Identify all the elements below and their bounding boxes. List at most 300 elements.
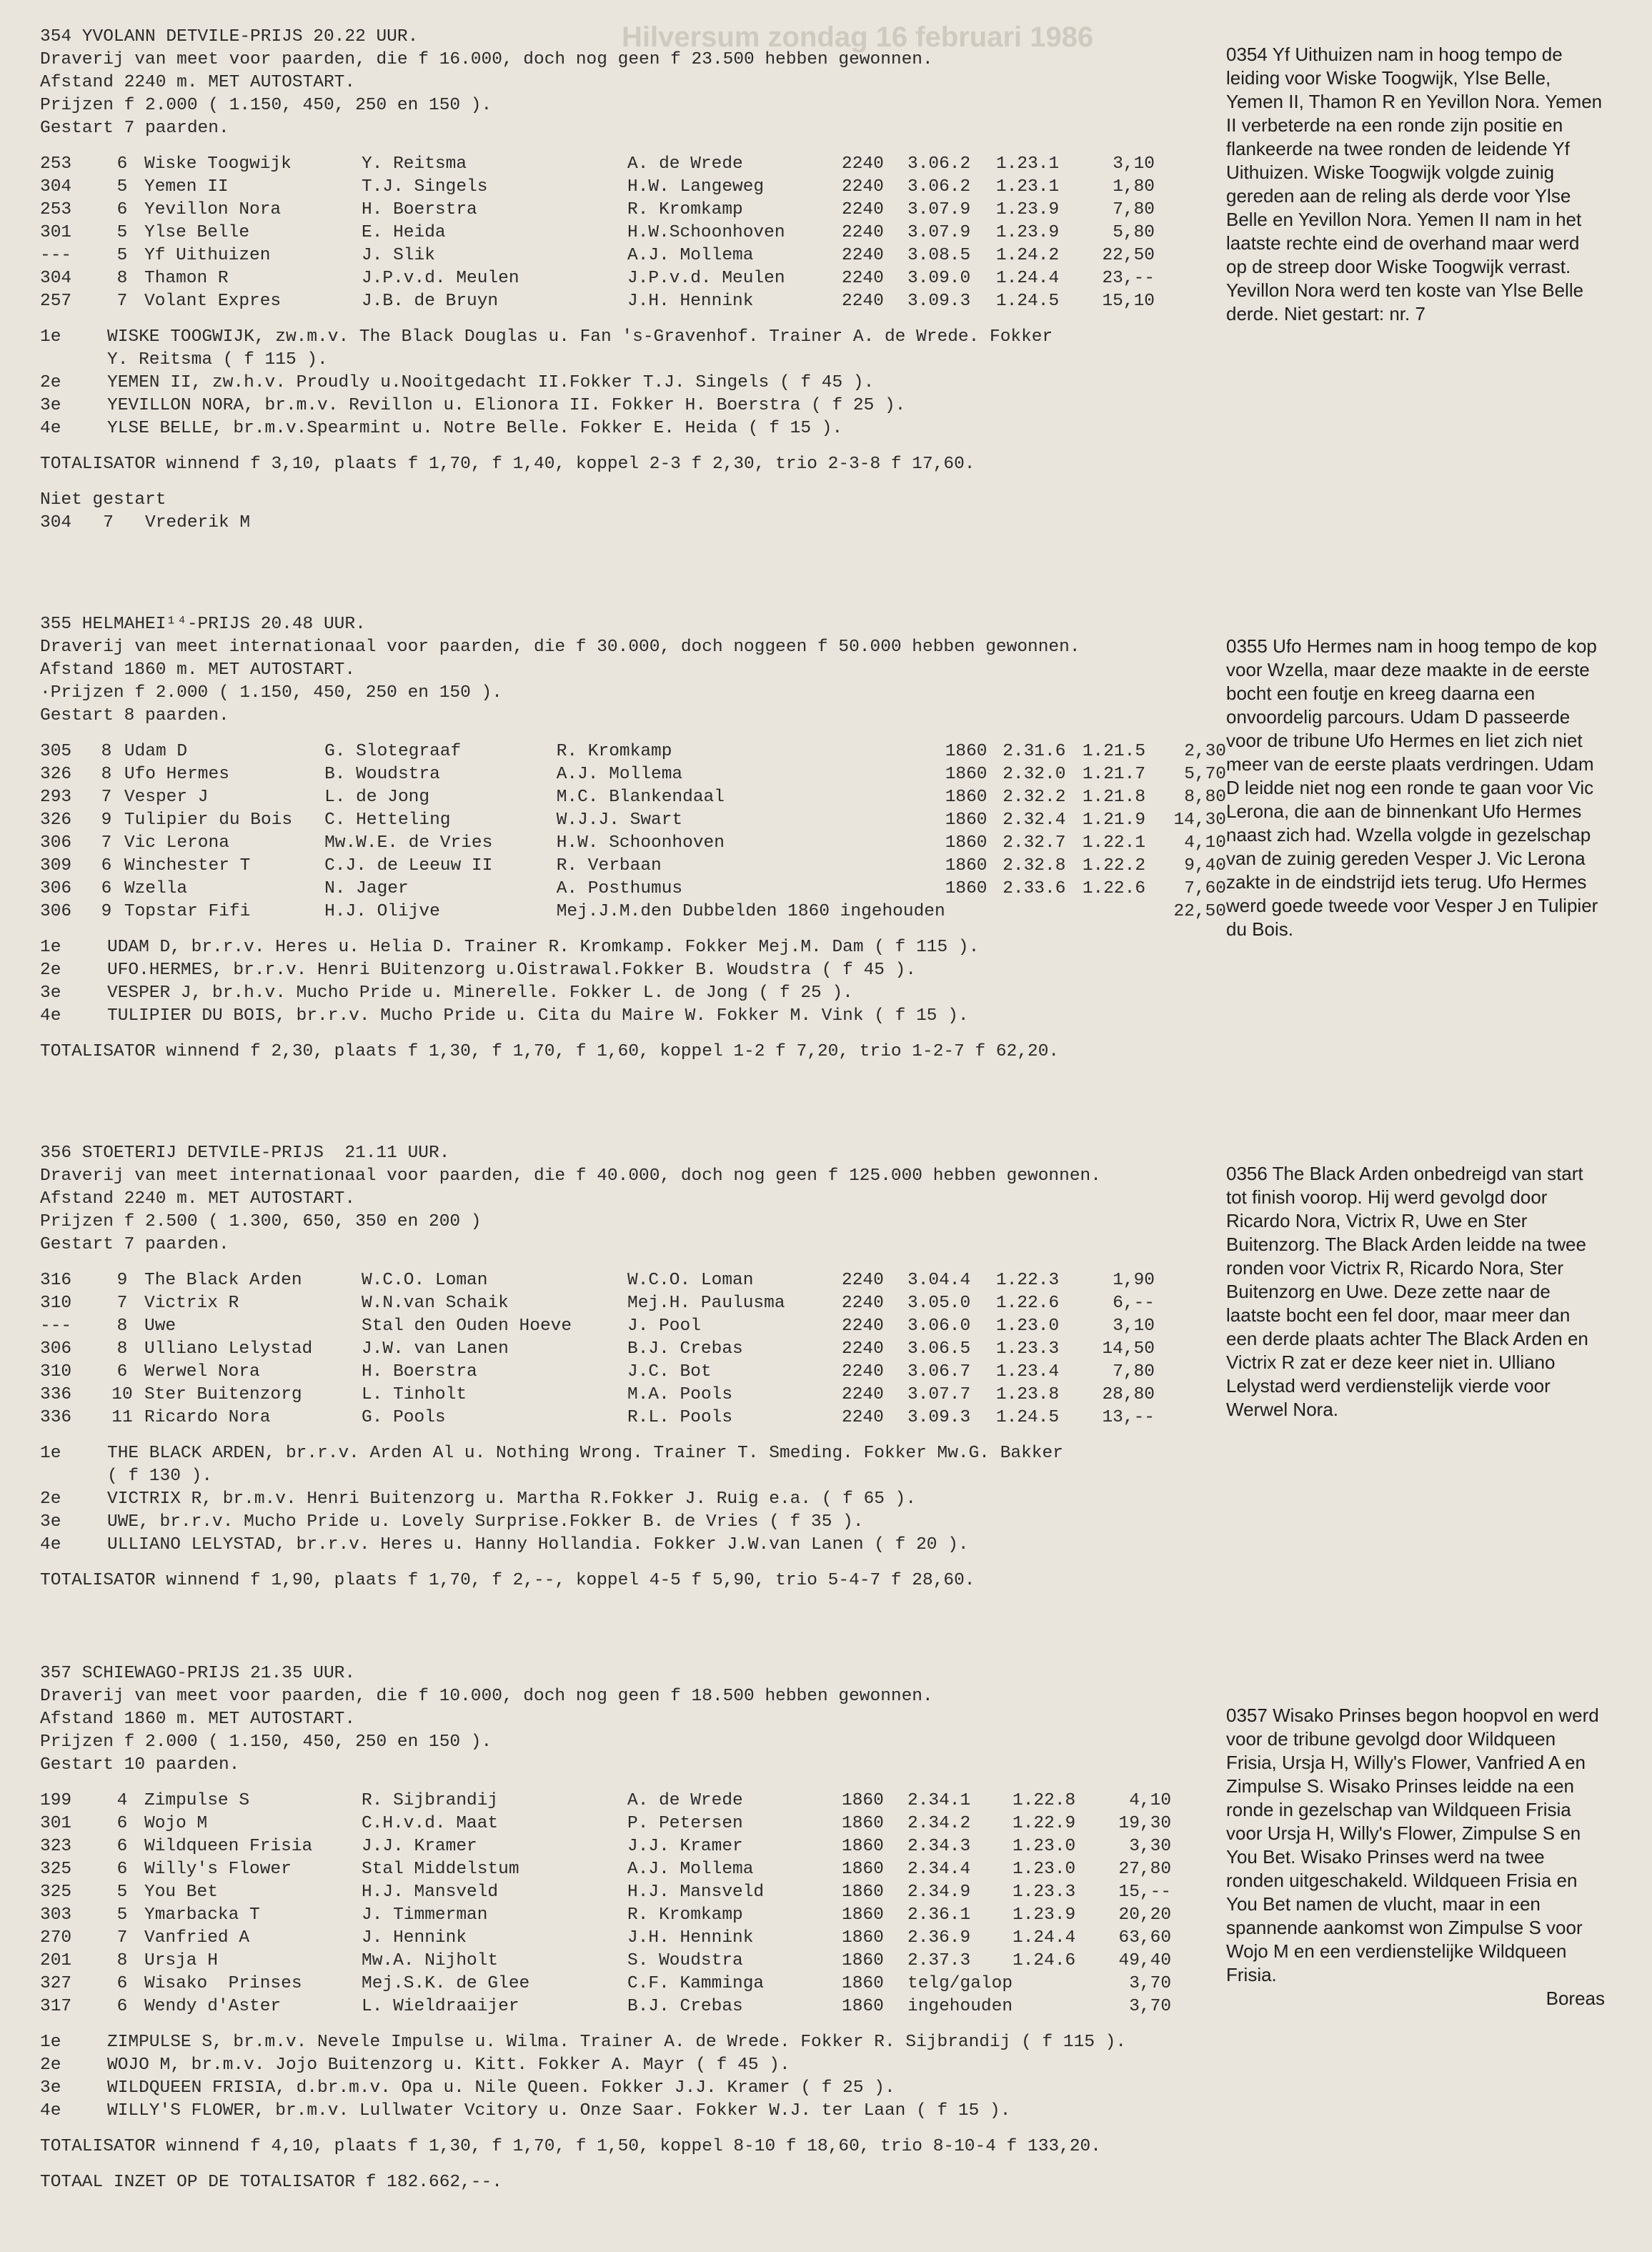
previous-race: 257 bbox=[40, 292, 72, 311]
previous-race: 325 bbox=[40, 1883, 72, 1902]
total-time: 3.06.0 bbox=[907, 1316, 971, 1336]
race-distance: Afstand 2240 m. MET AUTOSTART. bbox=[40, 73, 356, 92]
result-row bbox=[40, 1269, 1155, 1292]
previous-race: 310 bbox=[40, 1294, 72, 1313]
race-title: 357 SCHIEWAGO-PRIJS 21.35 UUR. bbox=[40, 1664, 356, 1683]
start-number: 10 bbox=[111, 1385, 133, 1404]
km-time: 1.24.6 bbox=[1012, 1951, 1076, 1970]
placing-position: 3e bbox=[40, 396, 61, 415]
previous-race: 201 bbox=[40, 1951, 72, 1970]
placing-text: UWE, br.r.v. Mucho Pride u. Lovely Surprise.Fokker B. de Vries ( f 35 ). bbox=[107, 1512, 864, 1532]
owner: H. Boerstra bbox=[362, 1362, 477, 1382]
result-row bbox=[40, 1950, 1171, 1973]
start-number: 6 bbox=[116, 200, 128, 219]
odds: 13,-- bbox=[1102, 1408, 1155, 1427]
placing-line bbox=[40, 1534, 1226, 1557]
start-number: 7 bbox=[101, 788, 112, 807]
result-row bbox=[40, 1292, 1155, 1315]
km-time: 1.22.6 bbox=[996, 1294, 1060, 1313]
placing-line bbox=[40, 959, 1226, 982]
result-row bbox=[40, 1407, 1155, 1429]
distance: 2240 bbox=[842, 246, 884, 265]
previous-race: 317 bbox=[40, 1997, 72, 2016]
odds: 3,10 bbox=[1113, 154, 1155, 174]
odds: 27,80 bbox=[1118, 1860, 1172, 1879]
placing-text: VESPER J, br.h.v. Mucho Pride u. Minerelle. Fokker L. de Jong ( f 25 ). bbox=[107, 983, 853, 1003]
horse-name: Uwe bbox=[144, 1316, 176, 1336]
result-row bbox=[40, 1881, 1171, 1904]
results-table bbox=[40, 1790, 1171, 2018]
distance: 1860 bbox=[945, 742, 987, 761]
odds: 23,-- bbox=[1102, 269, 1155, 288]
odds: 5,80 bbox=[1113, 223, 1155, 242]
result-row bbox=[40, 1790, 1171, 1812]
horse-name: Wildqueen Frisia bbox=[144, 1837, 313, 1856]
driver: J.H. Hennink bbox=[627, 1928, 754, 1948]
report-text: 0356 The Black Arden onbedreigd van start tot finish voorop. Hij werd gevolgd door Ricardo Nora, Victrix R, Uwe en Ster Buitenzorg. The Black Arden leidde na twee ronden voor Victrix R, Ricardo Nora, Ster Buitenzorg en Uwe. Deze zette naar de laatste bocht een fel door, maar meer dan een derde plaats achter The Black Arden en Victrix R zat er deze keer niet in. Ulliano Lelystad werd verdienstelijk vierde voor Werwel Nora. bbox=[1226, 1163, 1588, 1420]
previous-race: 310 bbox=[40, 1362, 72, 1382]
km-time: 1.22.8 bbox=[1012, 1791, 1076, 1810]
owner: Mw.W.E. de Vries bbox=[324, 833, 493, 853]
odds: 5,70 bbox=[1184, 765, 1226, 784]
driver: Mej.J.M.den Dubbelden 1860 ingehouden bbox=[556, 902, 945, 921]
placing-text: WILLY'S FLOWER, br.m.v. Lullwater Vcitory u. Onze Saar. Fokker W.J. ter Laan ( f 15 ). bbox=[107, 2101, 1011, 2120]
driver: R.L. Pools bbox=[627, 1408, 733, 1427]
horse-name: Volant Expres bbox=[144, 292, 282, 311]
result-row bbox=[40, 740, 1226, 763]
km-time bbox=[1012, 1995, 1103, 2018]
placing-text: YEMEN II, zw.h.v. Proudly u.Nooitgedacht II.Fokker T.J. Singels ( f 45 ). bbox=[107, 373, 875, 392]
result-row bbox=[40, 1384, 1155, 1407]
report-text: 0354 Yf Uithuizen nam in hoog tempo de leiding voor Wiske Toogwijk, Ylse Belle, Yemen II, Thamon R en Yevillon Nora. Yemen II verbeterde na een ronde zijn positie en flankeerde na twee ronden de leidende Yf Uithuizen. Wiske Toogwijk volgde zuinig gereden aan de reling als derde voor Ylse Belle en Yevillon Nora. Yemen II nam in het laatste rechte eind de overhand maar werd op de streep door Wiske Toogwijk verrast. Yevillon Nora werd ten koste van Ylse Belle derde. Niet gestart: nr. 7 bbox=[1226, 44, 1603, 324]
placing-line bbox=[40, 326, 1226, 349]
race-conditions: Draverij van meet voor paarden, die f 10.000, doch nog geen f 18.500 hebben gewonnen. bbox=[40, 1687, 933, 1706]
placing-text: WILDQUEEN FRISIA, d.br.m.v. Opa u. Nile Queen. Fokker J.J. Kramer ( f 25 ). bbox=[107, 2078, 895, 2098]
race-distance: Afstand 1860 m. MET AUTOSTART. bbox=[40, 660, 356, 680]
start-number: 5 bbox=[116, 1905, 128, 1925]
placing-text: THE BLACK ARDEN, br.r.v. Arden Al u. Nothing Wrong. Trainer T. Smeding. Fokker Mw.G. Bakker bbox=[107, 1444, 1063, 1463]
km-time: 1.23.0 bbox=[996, 1316, 1060, 1336]
driver: H.J. Mansveld bbox=[627, 1883, 765, 1902]
horse-name: Werwel Nora bbox=[144, 1362, 260, 1382]
placing-line bbox=[40, 395, 1226, 417]
driver: J.J. Kramer bbox=[627, 1837, 743, 1856]
placing-entry bbox=[40, 326, 1226, 372]
total-time: 3.07.9 bbox=[907, 223, 971, 242]
previous-race: --- bbox=[40, 1316, 72, 1336]
total-time: 2.32.0 bbox=[1002, 765, 1066, 784]
result-row bbox=[40, 222, 1155, 244]
horse-name: Ursja H bbox=[144, 1951, 218, 1970]
placing-text: WOJO M, br.m.v. Jojo Buitenzorg u. Kitt. Fokker A. Mayr ( f 45 ). bbox=[107, 2055, 790, 2075]
km-time: 1.23.3 bbox=[996, 1339, 1060, 1359]
km-time: 1.21.9 bbox=[1082, 810, 1146, 830]
totalisator: TOTALISATOR winnend f 2,30, plaats f 1,30, f 1,70, f 1,60, koppel 1-2 f 7,20, trio 1-2-7 f 62,20. bbox=[40, 1042, 1060, 1061]
previous-race: 304 bbox=[40, 269, 72, 288]
owner: Mej.S.K. de Glee bbox=[362, 1974, 530, 1993]
distance: 1860 bbox=[842, 1997, 884, 2016]
race-title: 356 STOETERIJ DETVILE-PRIJS 21.11 UUR. bbox=[40, 1144, 450, 1163]
km-time: 1.22.2 bbox=[1082, 856, 1146, 875]
owner: Y. Reitsma bbox=[362, 154, 467, 174]
distance: 1860 bbox=[945, 879, 987, 898]
result-row bbox=[40, 199, 1155, 222]
distance: 1860 bbox=[842, 1860, 884, 1879]
race-report-356 bbox=[1226, 1162, 1605, 1422]
report-text: 0357 Wisako Prinses begon hoopvol en werd voor de tribune gevolgd door Wildqueen Frisia, Ursja H, Willy's Flower, Vanfried A en Zimpulse S. Wisako Prinses leidde na een ronde in gezelschap van Wildqueen Frisia voor Ursja H, Willy's Flower, Zimpulse S en You Bet. Wisako Prinses werd na twee ronden uitgeschakeld. Wildqueen Frisia en You Bet namen de vlucht, maar in een spannende aankomst won Zimpulse S voor Wojo M en een verdienstelijke Wildqueen Frisia. bbox=[1226, 1705, 1599, 1985]
race-354 bbox=[40, 26, 1226, 535]
owner: G. Pools bbox=[362, 1408, 446, 1427]
horse-name: Vic Lerona bbox=[124, 833, 229, 853]
placing-line bbox=[40, 2077, 1226, 2100]
race-prizes: Prijzen f 2.000 ( 1.150, 450, 250 en 150 ). bbox=[40, 1732, 492, 1752]
race-conditions: Draverij van meet voor paarden, die f 16.000, doch nog geen f 23.500 hebben gewonnen. bbox=[40, 50, 933, 69]
result-row bbox=[40, 267, 1155, 290]
km-time: 1.23.1 bbox=[996, 154, 1060, 174]
race-prizes: Prijzen f 2.500 ( 1.300, 650, 350 en 200 ) bbox=[40, 1212, 482, 1231]
total-time: 2.34.1 bbox=[907, 1791, 971, 1810]
total-time: 3.06.7 bbox=[907, 1362, 971, 1382]
owner: L. Tinholt bbox=[362, 1385, 467, 1404]
previous-race: 304 bbox=[40, 177, 72, 197]
placing-line bbox=[40, 349, 1226, 372]
total-time: 2.33.6 bbox=[1002, 879, 1066, 898]
odds: 22,50 bbox=[1173, 902, 1226, 921]
total-time: 3.07.9 bbox=[907, 200, 971, 219]
km-time: 1.23.9 bbox=[1012, 1905, 1076, 1925]
horse-name: Ymarbacka T bbox=[144, 1905, 260, 1925]
result-row bbox=[40, 901, 1226, 923]
placing-text: UDAM D, br.r.v. Heres u. Helia D. Trainer R. Kromkamp. Fokker Mej.M. Dam ( f 115 ). bbox=[107, 938, 980, 957]
driver: W.C.O. Loman bbox=[627, 1271, 754, 1290]
horse-name: Zimpulse S bbox=[144, 1791, 250, 1810]
driver: R. Kromkamp bbox=[627, 200, 743, 219]
distance: 1860 bbox=[842, 1814, 884, 1833]
odds: 8,80 bbox=[1184, 788, 1226, 807]
distance: 2240 bbox=[842, 1316, 884, 1336]
horse-name: The Black Arden bbox=[144, 1271, 302, 1290]
km-time bbox=[1083, 901, 1163, 923]
placing-line bbox=[40, 1511, 1226, 1534]
odds: 15,10 bbox=[1102, 292, 1155, 311]
totalisator: TOTALISATOR winnend f 1,90, plaats f 1,70, f 2,--, koppel 4-5 f 5,90, trio 5-4-7 f 28,60. bbox=[40, 1571, 975, 1590]
placing-text: ULLIANO LELYSTAD, br.r.v. Heres u. Hanny Hollandia. Fokker J.W.van Lanen ( f 20 ). bbox=[107, 1535, 969, 1554]
owner: J.J. Kramer bbox=[362, 1837, 477, 1856]
start-number: 8 bbox=[116, 1316, 128, 1336]
placing-entry bbox=[40, 2054, 1226, 2077]
horse-name: Yevillon Nora bbox=[144, 200, 282, 219]
distance: 2240 bbox=[842, 154, 884, 174]
distance: 1860 bbox=[945, 788, 987, 807]
driver: R. Kromkamp bbox=[556, 742, 672, 761]
distance: 1860 bbox=[945, 833, 987, 853]
start-number: 6 bbox=[101, 879, 112, 898]
placing-line bbox=[40, 2031, 1226, 2054]
horse-name: Victrix R bbox=[144, 1294, 239, 1313]
placing-entry bbox=[40, 936, 1226, 959]
race-distance: Afstand 2240 m. MET AUTOSTART. bbox=[40, 1189, 356, 1209]
total-time: 2.36.9 bbox=[907, 1928, 971, 1948]
race-distance: Afstand 1860 m. MET AUTOSTART. bbox=[40, 1710, 356, 1729]
placing-text: ( f 130 ). bbox=[107, 1467, 213, 1486]
total-time: 3.09.3 bbox=[907, 1408, 971, 1427]
owner: H. Boerstra bbox=[362, 200, 477, 219]
owner: J. Timmerman bbox=[362, 1905, 488, 1925]
placing-line bbox=[40, 982, 1226, 1005]
horse-name: Yf Uithuizen bbox=[144, 246, 271, 265]
distance: 2240 bbox=[842, 1271, 884, 1290]
distance: 2240 bbox=[842, 223, 884, 242]
horse-name: Ulliano Lelystad bbox=[144, 1339, 313, 1359]
total-time: 2.34.2 bbox=[907, 1814, 971, 1833]
race-report-357 bbox=[1226, 1704, 1605, 2010]
odds: 20,20 bbox=[1118, 1905, 1172, 1925]
placing-position: 4e bbox=[40, 1535, 61, 1554]
driver: M.A. Pools bbox=[627, 1385, 733, 1404]
race-started: Gestart 7 paarden. bbox=[40, 1235, 229, 1254]
start-number: 8 bbox=[116, 1339, 128, 1359]
total-time: 3.04.4 bbox=[907, 1271, 971, 1290]
odds: 9,40 bbox=[1184, 856, 1226, 875]
total-time: 3.09.0 bbox=[907, 269, 971, 288]
driver: J. Pool bbox=[627, 1316, 701, 1336]
distance: 2240 bbox=[842, 269, 884, 288]
horse-name: Ylse Belle bbox=[144, 223, 250, 242]
horse-name: Vanfried A bbox=[144, 1928, 250, 1948]
placings bbox=[40, 326, 1226, 440]
start-number: 5 bbox=[116, 223, 128, 242]
owner: B. Woudstra bbox=[324, 765, 440, 784]
result-row bbox=[40, 1338, 1155, 1361]
total-time: 2.37.3 bbox=[907, 1951, 971, 1970]
total-time bbox=[1002, 901, 1083, 923]
owner: Mw.A. Nijholt bbox=[362, 1951, 499, 1970]
previous-race: 253 bbox=[40, 154, 72, 174]
results-table bbox=[40, 1269, 1155, 1429]
horse-name: You Bet bbox=[144, 1883, 218, 1902]
driver: A.J. Mollema bbox=[556, 765, 683, 784]
driver: J.C. Bot bbox=[627, 1362, 712, 1382]
km-time: 1.21.8 bbox=[1082, 788, 1146, 807]
result-row bbox=[40, 786, 1226, 809]
owner: R. Sijbrandij bbox=[362, 1791, 499, 1810]
start-number: 9 bbox=[101, 902, 112, 921]
km-time: 1.22.6 bbox=[1082, 879, 1146, 898]
owner: C.H.v.d. Maat bbox=[362, 1814, 499, 1833]
driver: R. Verbaan bbox=[556, 856, 662, 875]
placing-line bbox=[40, 1488, 1226, 1511]
placing-line bbox=[40, 1465, 1226, 1488]
race-title: 355 HELMAHEI¹⁴-PRIJS 20.48 UUR. bbox=[40, 615, 366, 634]
placing-position: 4e bbox=[40, 419, 61, 438]
total-time: 2.31.6 bbox=[1002, 742, 1066, 761]
start-number: 6 bbox=[116, 1974, 128, 1993]
placing-position: 1e bbox=[40, 327, 61, 347]
distance: 1860 bbox=[945, 810, 987, 830]
odds: 3,10 bbox=[1113, 1316, 1155, 1336]
driver: Mej.H. Paulusma bbox=[627, 1294, 785, 1313]
not-started-entry: 304 7 Vrederik M bbox=[40, 513, 251, 532]
placing-position: 1e bbox=[40, 2033, 61, 2052]
placings bbox=[40, 2031, 1226, 2123]
report-text: 0355 Ufo Hermes nam in hoog tempo de kop voor Wzella, maar deze maakte in de eerste bocht een foutje en kreeg daarna een onvoordelig parcours. Udam D passeerde voor de tribune Ufo Hermes en liet zich niet meer van de eerste plaats verdringen. Udam D leidde niet nog een ronde te gaan voor Vic Lerona, die aan de binnenkant Ufo Hermes naast zich had. Wzella volgde in gezelschap van de zuinig gereden Vesper J. Vic Lerona zakte in de eindstrijd iets terug. Ufo Hermes werd goede tweede voor Vesper J en Tulipier du Bois. bbox=[1226, 635, 1598, 940]
previous-race: 325 bbox=[40, 1860, 72, 1879]
total-time: 3.08.5 bbox=[907, 246, 971, 265]
results-table bbox=[40, 740, 1226, 923]
result-row bbox=[40, 176, 1155, 199]
race-conditions: Draverij van meet internationaal voor paarden, die f 30.000, doch noggeen f 50.000 hebben gewonnen. bbox=[40, 638, 1080, 657]
placing-entry bbox=[40, 395, 1226, 417]
total-time: 3.07.7 bbox=[907, 1385, 971, 1404]
driver: H.W. Schoonhoven bbox=[556, 833, 725, 853]
start-number: 8 bbox=[116, 269, 128, 288]
km-time: 1.24.4 bbox=[996, 269, 1060, 288]
previous-race: 323 bbox=[40, 1837, 72, 1856]
horse-name: Ster Buitenzorg bbox=[144, 1385, 302, 1404]
start-number: 5 bbox=[116, 1883, 128, 1902]
placing-line bbox=[40, 2054, 1226, 2077]
owner: L. Wieldraaijer bbox=[362, 1997, 519, 2016]
start-number: 11 bbox=[111, 1408, 133, 1427]
owner: H.J. Olijve bbox=[324, 902, 440, 921]
start-number: 9 bbox=[101, 810, 112, 830]
previous-race: 306 bbox=[40, 879, 72, 898]
distance: 2240 bbox=[842, 292, 884, 311]
distance: 1860 bbox=[842, 1791, 884, 1810]
start-number: 7 bbox=[116, 292, 128, 311]
driver: M.C. Blankendaal bbox=[556, 788, 725, 807]
total-time: 2.32.7 bbox=[1002, 833, 1066, 853]
km-time: 1.22.3 bbox=[996, 1271, 1060, 1290]
horse-name: Topstar Fifi bbox=[124, 902, 251, 921]
previous-race: 303 bbox=[40, 1905, 72, 1925]
start-number: 6 bbox=[116, 1860, 128, 1879]
previous-race: 253 bbox=[40, 200, 72, 219]
start-number: 8 bbox=[116, 1951, 128, 1970]
distance: 1860 bbox=[842, 1974, 884, 1993]
start-number: 7 bbox=[101, 833, 112, 853]
km-time: 1.22.9 bbox=[1012, 1814, 1076, 1833]
previous-race: 305 bbox=[40, 742, 72, 761]
driver: H.W.Schoonhoven bbox=[627, 223, 785, 242]
result-row bbox=[40, 878, 1226, 901]
placing-position: 1e bbox=[40, 938, 61, 957]
odds: 7,80 bbox=[1113, 200, 1155, 219]
driver: C.F. Kamminga bbox=[627, 1974, 765, 1993]
placing-entry bbox=[40, 417, 1226, 440]
previous-race: 199 bbox=[40, 1791, 72, 1810]
placing-text: Y. Reitsma ( f 115 ). bbox=[107, 350, 328, 369]
total-time: 3.06.2 bbox=[907, 154, 971, 174]
placing-line bbox=[40, 936, 1226, 959]
km-time bbox=[1012, 1973, 1103, 1995]
odds: 1,80 bbox=[1113, 177, 1155, 197]
result-row bbox=[40, 290, 1155, 313]
distance: 1860 bbox=[945, 765, 987, 784]
odds: 19,30 bbox=[1118, 1814, 1172, 1833]
total-time: ingehouden bbox=[907, 1997, 1013, 2016]
previous-race: 306 bbox=[40, 833, 72, 853]
ghost-header: Hilversum zondag 16 februari 1986 bbox=[622, 21, 1094, 53]
previous-race: 336 bbox=[40, 1408, 72, 1427]
placing-position: 4e bbox=[40, 2101, 61, 2120]
owner: J.W. van Lanen bbox=[362, 1339, 509, 1359]
owner: J. Hennink bbox=[362, 1928, 467, 1948]
placing-position: 2e bbox=[40, 961, 61, 980]
previous-race: 306 bbox=[40, 902, 72, 921]
km-time: 1.23.3 bbox=[1012, 1883, 1076, 1902]
placing-position: 1e bbox=[40, 1444, 61, 1463]
owner: J.P.v.d. Meulen bbox=[362, 269, 519, 288]
start-number: 8 bbox=[101, 742, 112, 761]
placing-entry bbox=[40, 2100, 1226, 2123]
odds: 3,70 bbox=[1129, 1997, 1172, 2016]
previous-race: --- bbox=[40, 246, 72, 265]
odds: 14,50 bbox=[1102, 1339, 1155, 1359]
result-row bbox=[40, 1904, 1171, 1927]
distance: 2240 bbox=[842, 1385, 884, 1404]
placing-line bbox=[40, 2100, 1226, 2123]
placing-text: UFO.HERMES, br.r.v. Henri BUitenzorg u.Oistrawal.Fokker B. Woudstra ( f 45 ). bbox=[107, 961, 917, 980]
distance: 2240 bbox=[842, 1339, 884, 1359]
horse-name: Ufo Hermes bbox=[124, 765, 229, 784]
owner: G. Slotegraaf bbox=[324, 742, 462, 761]
odds: 1,90 bbox=[1113, 1271, 1155, 1290]
driver: A.J. Mollema bbox=[627, 1860, 754, 1879]
total-time: 3.09.3 bbox=[907, 292, 971, 311]
totalisator: TOTALISATOR winnend f 4,10, plaats f 1,30, f 1,70, f 1,50, koppel 8-10 f 18,60, trio 8-10-4 f 133,20. bbox=[40, 2137, 1101, 2156]
placing-position: 3e bbox=[40, 1512, 61, 1532]
placing-entry bbox=[40, 1488, 1226, 1511]
total-time: 3.06.5 bbox=[907, 1339, 971, 1359]
owner: W.C.O. Loman bbox=[362, 1271, 488, 1290]
horse-name: Vesper J bbox=[124, 788, 209, 807]
previous-race: 326 bbox=[40, 810, 72, 830]
start-number: 6 bbox=[101, 856, 112, 875]
previous-race: 270 bbox=[40, 1928, 72, 1948]
previous-race: 306 bbox=[40, 1339, 72, 1359]
odds: 3,70 bbox=[1129, 1974, 1172, 1993]
distance: 1860 bbox=[842, 1905, 884, 1925]
km-time: 1.23.9 bbox=[996, 223, 1060, 242]
odds: 28,80 bbox=[1102, 1385, 1155, 1404]
total-time: 2.34.3 bbox=[907, 1837, 971, 1856]
start-number: 7 bbox=[116, 1294, 128, 1313]
horse-name: Wiske Toogwijk bbox=[144, 154, 292, 174]
distance bbox=[945, 901, 1003, 923]
placing-entry bbox=[40, 1442, 1226, 1488]
previous-race: 293 bbox=[40, 788, 72, 807]
placing-entry bbox=[40, 959, 1226, 982]
distance: 2240 bbox=[842, 1294, 884, 1313]
owner: C.J. de Leeuw II bbox=[324, 856, 493, 875]
horse-name: Ricardo Nora bbox=[144, 1408, 271, 1427]
placing-text: WISKE TOOGWIJK, zw.m.v. The Black Douglas u. Fan 's-Gravenhof. Trainer A. de Wrede. Fokker bbox=[107, 327, 1053, 347]
race-356 bbox=[40, 1142, 1226, 1592]
horse-name: Wzella bbox=[124, 879, 188, 898]
placing-line bbox=[40, 1005, 1226, 1028]
total-time: 2.32.4 bbox=[1002, 810, 1066, 830]
start-number: 6 bbox=[116, 1997, 128, 2016]
placing-line bbox=[40, 1442, 1226, 1465]
race-conditions: Draverij van meet internationaal voor paarden, die f 40.000, doch nog geen f 125.000 hebben gewonnen. bbox=[40, 1166, 1101, 1186]
km-time: 1.23.4 bbox=[996, 1362, 1060, 1382]
owner: H.J. Mansveld bbox=[362, 1883, 499, 1902]
owner: Stal den Ouden Hoeve bbox=[362, 1316, 572, 1336]
km-time: 1.23.8 bbox=[996, 1385, 1060, 1404]
total-time: telg/galop bbox=[907, 1974, 1013, 1993]
km-time: 1.21.7 bbox=[1082, 765, 1146, 784]
